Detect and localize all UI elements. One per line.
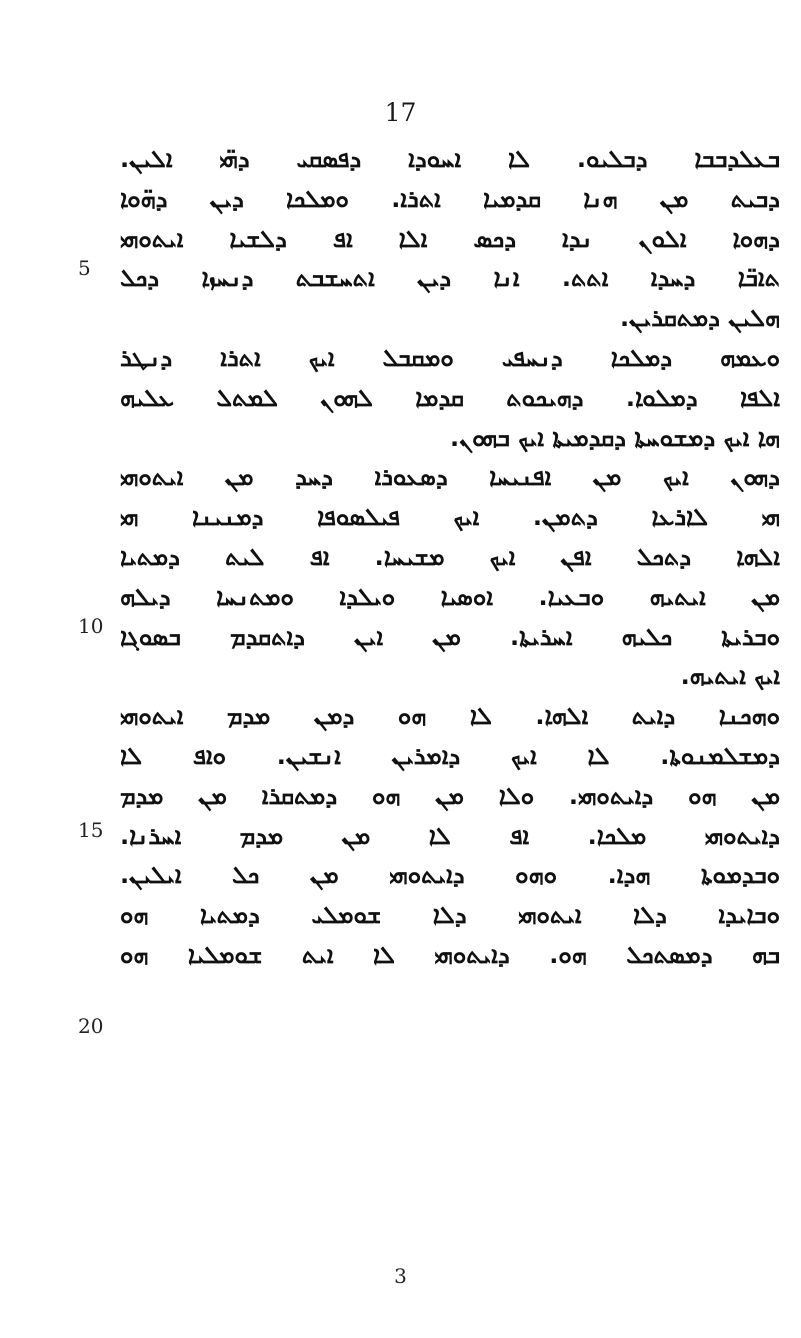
line-number: 20 <box>78 1014 104 1038</box>
text-line: ܡܢ ܗܘ ܕܐܝܬܘܗܝ. ܘܠܐ ܡܢ ܗܘ ܕܡܬܩܪܐ ܡܢ ܡܕܡ <box>120 781 780 810</box>
text-line: ܘܒܐܝܕܐ ܕܠܐ ܐܝܬܘܗܝ ܕܠܐ ܫܘܡܠܝ ܕܡܬܝܐ ܗܘ <box>120 901 780 930</box>
text-line: ܐܝܟ ܐܝܬܝܗ. <box>680 662 780 691</box>
line-number: 15 <box>78 818 104 842</box>
page-number: 17 <box>384 98 417 127</box>
text-line: ܘܒܪܝܬܐ ܟܠܝܗ ܐܚܪܝܬܐ. ܡܢ ܐܝܢ ܕܐܬܩܕܡ ܒܣܘܓܐ <box>120 622 780 651</box>
text-line: ܕܒܝܬ ܡܢ ܗܢܐ ܩܕܡܝܐ ܐܬܪܐ. ܘܡܠܟܐ ܕܝܢ ܕܗ̈ܘܐ <box>120 184 780 213</box>
text-line: ܒܗ ܕܡܣܬܟܠ ܗܘ. ܕܐܝܬܘܗܝ ܠܐ ܐܝܬ ܫܘܡܠܝܐ ܗܘ <box>120 940 780 969</box>
text-line: ܕܗܘܢ ܐܝܟ ܡܢ ܐܦܢܝܚܐ ܕܣܥܘܪܐ ܕܚܕ ܡܢ ܐܝܬܘܗܝ <box>120 463 780 492</box>
text-line: ܕܡܫܠܡܢܘܬܐ. ܠܐ ܐܝܟ ܕܐܡܪܝܢ ܐܢܫܝܢ. ܘܐܦ ܠܐ <box>120 741 780 770</box>
syriac-text-block <box>120 140 780 976</box>
text-line: ܗܝ ܠܐܪܥܐ ܕܬܡܢ. ܐܝܟ ܦܝܠܣܘܦܐ ܕܡܢܝܢܐ ܗܝ <box>120 503 780 532</box>
text-line: ܘܒܕܡܘܬܐ ܗܕܐ. ܘܗܘ ܕܐܝܬܘܗܝ ܡܢ ܟܠ ܐܝܠܝܢ. <box>120 861 780 890</box>
line-number: 5 <box>78 256 91 280</box>
text-line: ܡܢ ܐܝܬܝܗ ܘܒܥܝܐ. ܐܘܣܝܐ ܘܝܠܕܐ ܘܡܬܢܚܐ ܕܝܠܗ <box>120 582 780 611</box>
text-line: ܒܥܠܕܒܒܐ ܕܒܠܝܘ. ܠܐ ܐܚܘܕܐ ܕܦܣܩܝ ܕܗ̈ܝ ܐܠܝܢ. <box>120 145 780 173</box>
signature-mark: 3 <box>394 1264 407 1288</box>
text-line: ܐܠܦܐ ܕܡܠܘܐ. ܕܗܝܟܘܬ ܩܕܡܐ ܠܗܘܢ ܠܡܬܠ ܥܠܝܗ <box>120 383 780 412</box>
text-line: ܐܠܗܐ ܕܬܟܠ ܐܦܢ ܐܝܟ ܡܫܝܚܐ. ܐܦ ܠܝܬ ܕܡܬܝܐ <box>120 542 780 571</box>
text-line: ܬܐܒ̈ܐ ܕܚܕܐ ܐܬܬ. ܐܢܐ ܕܝܢ ܐܬܚܫܒܬ ܕܢܚܙܐ ܕܟܠ <box>120 264 780 293</box>
text-line: ܘܗܟܢܐ ܕܐܝܬ ܐܠܗܐ. ܠܐ ܗܘ ܕܡܢ ܡܕܡ ܐܝܬܘܗܝ <box>120 702 780 731</box>
text-line: ܗܐ ܐܝܟ ܕܡܫܘܚܬܐ ܕܩܕܡܝܬܐ ܐܝܟ ܒܗܘܢ. <box>449 423 780 452</box>
text-line: ܕܐܝܬܘܗܝ ܡܠܟܐ. ܐܦ ܠܐ ܡܢ ܡܕܡ ܐܚܪܢܐ. <box>120 821 780 850</box>
line-number: 10 <box>78 614 104 638</box>
text-line: ܘܥܡܗ ܕܡܠܟܐ ܕܢܚܦܝ ܘܡܩܒܠ ܐܝܟ ܐܬܪܐ ܕܢܛܪ <box>120 343 780 372</box>
text-line: ܕܗܘܐ ܐܠܘܢ ܢܕܐ ܕܟܣ ܐܠܐ ܐܦ ܕܠܫܝܐ ܐܝܬܘܗܝ <box>120 224 780 253</box>
text-line: ܗܠܝܢ ܕܡܬܩܪܝܢ. <box>619 304 780 333</box>
